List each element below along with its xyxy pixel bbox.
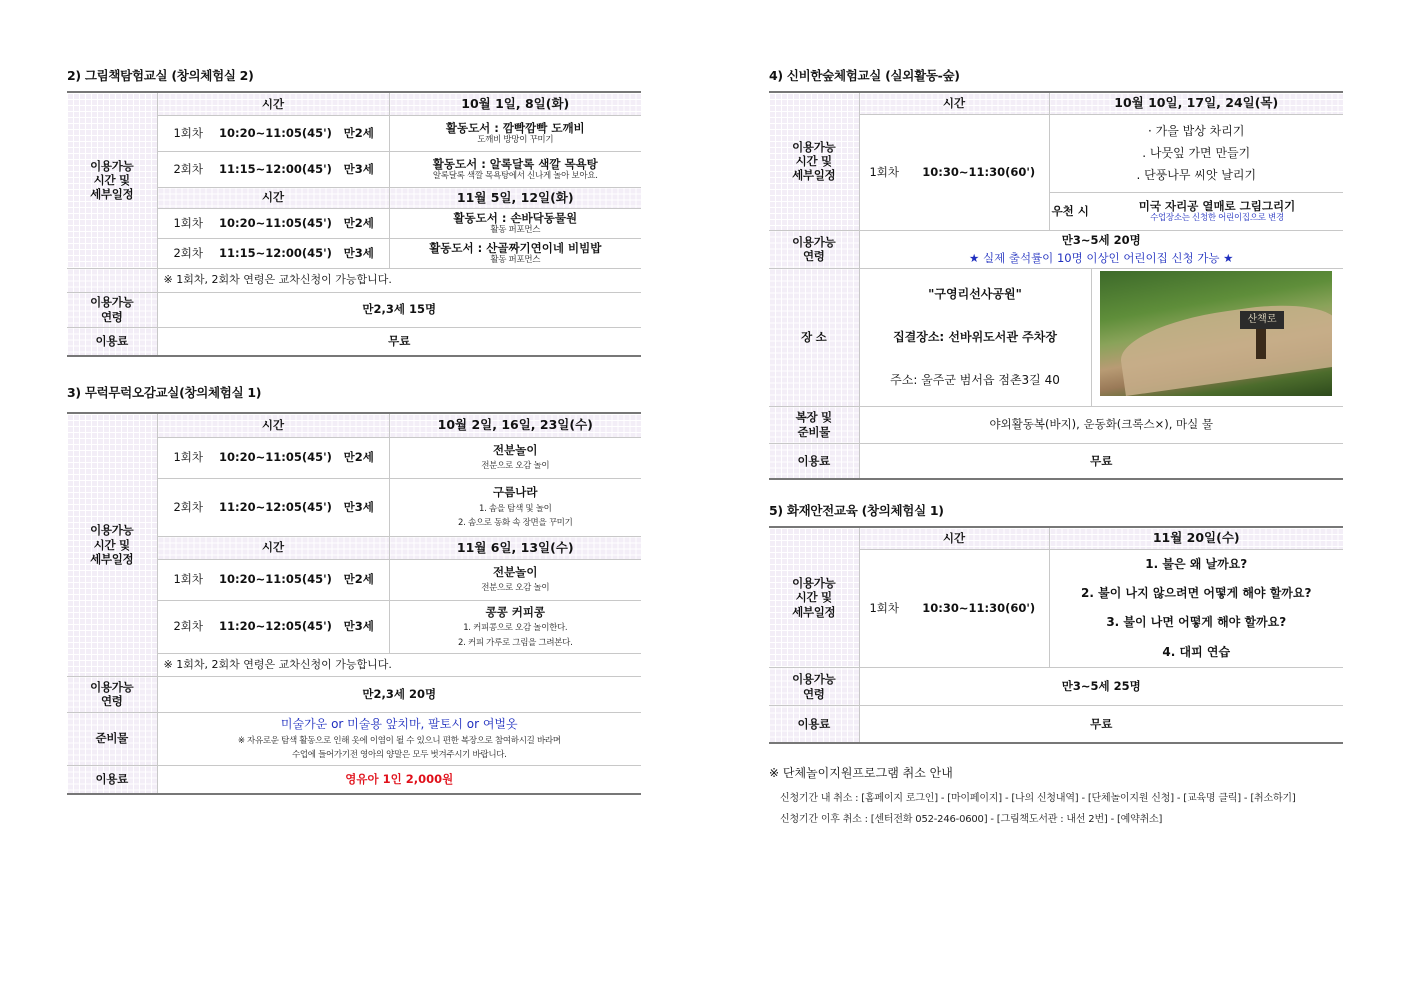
section5-table bbox=[769, 526, 1343, 744]
s2-r2-book: 활동도서 : 알록달록 색깔 목욕탕 bbox=[432, 156, 598, 171]
section3-title: 3) 무럭무럭오감교실(창의체험실 1) bbox=[67, 385, 262, 400]
s3-date1: 10월 2일, 16일, 23일(수) bbox=[389, 413, 641, 437]
s5-fee-label: 이용료 bbox=[769, 706, 859, 743]
s2-date1: 10월 1일, 8일(화) bbox=[389, 92, 641, 115]
s2-r4-desc: 활동 퍼포먼스 bbox=[490, 254, 541, 265]
s2-fee-value: 무료 bbox=[157, 327, 641, 356]
s3-r3-book: 전분놀이 bbox=[493, 565, 538, 579]
s3-prep-note2: 수업에 들어가기전 영아의 양말은 모두 벗겨주시기 바랍니다. bbox=[291, 749, 507, 760]
cancel-title: ※ 단체놀이지원프로그램 취소 안내 bbox=[769, 766, 953, 780]
s3-r4-desc1: 1. 커피콩으로 오감 놀이한다. bbox=[463, 623, 568, 634]
s4-place-name: "구영리선사공원" bbox=[928, 286, 1022, 301]
trail-sign: 산책로 bbox=[1240, 311, 1284, 329]
s3-r2-book: 구름나라 bbox=[493, 485, 538, 500]
s3-r1-round: 1회차 bbox=[157, 437, 219, 478]
s4-date: 10월 10일, 17일, 24일(목) bbox=[1049, 92, 1343, 114]
s3-age-value: 만2,3세 20명 bbox=[157, 676, 641, 712]
s5-age-label: 이용가능 연령 bbox=[769, 668, 859, 706]
s5-fee-value: 무료 bbox=[859, 706, 1343, 743]
s2-r1-time: 10:20~11:05(45') bbox=[219, 115, 329, 151]
s2-age-label: 이용가능 연령 bbox=[67, 292, 157, 327]
s4-activity-2: . 나뭇잎 가면 만들기 bbox=[1142, 145, 1251, 160]
s3-r1-book: 전분놀이 bbox=[493, 443, 538, 457]
s5-time: 10:30~11:30(60') bbox=[909, 549, 1049, 668]
s3-r4-time: 11:20~12:05(45') bbox=[219, 600, 329, 653]
section5-title: 5) 화재안전교육 (창의체험실 1) bbox=[769, 503, 944, 518]
s2-r3-time: 10:20~11:05(45') bbox=[219, 208, 329, 238]
s3-r2-desc2: 2. 솜으로 동화 속 장면을 꾸미기 bbox=[458, 518, 573, 529]
section4-title: 4) 신비한숲체험교실 (실외활동-숲) bbox=[769, 68, 960, 83]
s4-rain-note: 수업장소는 신청한 어린이집으로 변경 bbox=[1150, 212, 1284, 223]
s5-item-1: 1. 불은 왜 날까요? bbox=[1145, 556, 1248, 571]
s4-place-label: 장 소 bbox=[769, 268, 859, 406]
s2-r1-round: 1회차 bbox=[157, 115, 219, 151]
s5-round: 1회차 bbox=[859, 549, 909, 668]
s2-r4-age: 만3세 bbox=[329, 238, 389, 268]
s3-note: ※ 1회차, 2회차 연령은 교차신청이 가능합니다. bbox=[157, 653, 641, 676]
s4-age-value: 만3~5세 20명 bbox=[1061, 233, 1141, 248]
s3-prep-label: 준비물 bbox=[67, 712, 157, 765]
cancel-line-1: 신청기간 내 취소 : [홈페이지 로그인] - [마이페이지] - [나의 신청내역] - [단체놀이지원 신청] - [교육명 클릭] - [취소하기] bbox=[780, 793, 1296, 804]
s2-r3-desc: 활동 퍼포먼스 bbox=[490, 224, 541, 235]
s4-time-header: 시간 bbox=[859, 92, 1049, 114]
s4-address: 주소: 울주군 범서읍 점촌3길 40 bbox=[890, 372, 1060, 387]
s5-schedule-label: 이용가능 시간 및 세부일정 bbox=[769, 527, 859, 668]
s5-item-4: 4. 대피 연습 bbox=[1162, 644, 1231, 659]
s2-r2-time: 11:15~12:00(45') bbox=[219, 151, 329, 187]
s4-rain-label: 우천 시 bbox=[1049, 192, 1091, 230]
s3-prep-note1: ※ 자유로운 탐색 활동으로 인해 옷에 이염이 될 수 있으니 편한 복장으로 참여하시길 바라며 bbox=[237, 735, 561, 746]
s2-time-header2: 시간 bbox=[157, 187, 389, 208]
s2-r4-round: 2회차 bbox=[157, 238, 219, 268]
s2-r3-book: 활동도서 : 손바닥동물원 bbox=[453, 210, 578, 225]
s3-time-header: 시간 bbox=[157, 413, 389, 437]
s4-fee-label: 이용료 bbox=[769, 443, 859, 479]
s3-r3-round: 1회차 bbox=[157, 559, 219, 600]
s4-age-label: 이용가능 연령 bbox=[769, 230, 859, 268]
s4-meeting: 집결장소: 선바위도서관 주차장 bbox=[893, 329, 1057, 344]
s3-schedule-label: 이용가능 시간 및 세부일정 bbox=[67, 413, 157, 676]
s2-r1-age: 만2세 bbox=[329, 115, 389, 151]
s2-r2-round: 2회차 bbox=[157, 151, 219, 187]
s3-r2-time: 11:20~12:05(45') bbox=[219, 478, 329, 536]
s2-age-value: 만2,3세 15명 bbox=[157, 292, 641, 327]
s4-fee-value: 무료 bbox=[859, 443, 1343, 479]
s2-r2-age: 만3세 bbox=[329, 151, 389, 187]
s3-r4-round: 2회차 bbox=[157, 600, 219, 653]
s3-r4-desc2: 2. 커피 가루로 그림을 그려본다. bbox=[458, 637, 573, 648]
s3-r3-desc: 전분으로 오감 놀이 bbox=[481, 583, 550, 594]
s5-age-value: 만3~5세 25명 bbox=[859, 668, 1343, 706]
s3-r2-age: 만3세 bbox=[329, 478, 389, 536]
s3-r2-desc1: 1. 솜을 탐색 및 놀이 bbox=[479, 503, 552, 514]
s4-time: 10:30~11:30(60') bbox=[909, 114, 1049, 230]
s2-date2: 11월 5일, 12일(화) bbox=[389, 187, 641, 208]
s4-age-note: ★ 실제 출석률이 10명 이상인 어린이집 신청 가능 ★ bbox=[969, 250, 1234, 265]
s3-age-label: 이용가능 연령 bbox=[67, 676, 157, 712]
s2-note: ※ 1회차, 2회차 연령은 교차신청이 가능합니다. bbox=[157, 268, 641, 292]
s2-r1-book: 활동도서 : 깜빡깜빡 도깨비 bbox=[445, 120, 585, 135]
s3-date2: 11월 6일, 13일(수) bbox=[389, 536, 641, 559]
cancel-line-2: 신청기간 이후 취소 : [센터전화 052-246-0600] - [그림책도서관 : 내선 2번] - [예약취소] bbox=[780, 814, 1163, 825]
s2-fee-label: 이용료 bbox=[67, 327, 157, 356]
s5-item-3: 3. 불이 나면 어떻게 해야 할까요? bbox=[1106, 615, 1287, 630]
s3-r4-age: 만3세 bbox=[329, 600, 389, 653]
s3-r1-time: 10:20~11:05(45') bbox=[219, 437, 329, 478]
s5-item-2: 2. 불이 나지 않으려면 어떻게 해야 할까요? bbox=[1081, 585, 1312, 600]
section2-table bbox=[67, 91, 641, 357]
s3-fee-value: 영유아 1인 2,000원 bbox=[157, 765, 641, 794]
section3-table bbox=[67, 412, 641, 795]
s4-activity-1: · 가을 밥상 차리기 bbox=[1148, 123, 1245, 138]
s4-dress-label: 복장 및 준비물 bbox=[769, 406, 859, 443]
s2-r3-round: 1회차 bbox=[157, 208, 219, 238]
s2-r2-desc: 알록달록 색깔 목욕탕에서 신나게 놀아 보아요. bbox=[432, 170, 598, 181]
s2-r1-desc: 도깨비 방망이 꾸미기 bbox=[477, 134, 554, 145]
s2-r3-age: 만2세 bbox=[329, 208, 389, 238]
s3-r4-book: 콩콩 커피콩 bbox=[485, 604, 546, 619]
s2-r4-time: 11:15~12:00(45') bbox=[219, 238, 329, 268]
s3-prep-value: 미술가운 or 미술용 앞치마, 팔토시 or 여벌옷 bbox=[280, 716, 518, 731]
s3-r3-time: 10:20~11:05(45') bbox=[219, 559, 329, 600]
s5-date: 11월 20일(수) bbox=[1049, 527, 1343, 549]
s4-rain-value: 미국 자리공 열매로 그림그리기 bbox=[1138, 198, 1296, 213]
s3-r3-age: 만2세 bbox=[329, 559, 389, 600]
s2-r4-book: 활동도서 : 산골짜기연이네 비빔밥 bbox=[429, 240, 602, 255]
s2-schedule-label: 이용가능 시간 및 세부일정 bbox=[67, 92, 157, 268]
s3-r2-round: 2회차 bbox=[157, 478, 219, 536]
s2-time-header: 시간 bbox=[157, 92, 389, 115]
park-trail-photo bbox=[1100, 271, 1332, 396]
s5-time-header: 시간 bbox=[859, 527, 1049, 549]
s4-activity-3: . 단풍나무 씨앗 날리기 bbox=[1136, 168, 1257, 183]
s3-r1-age: 만2세 bbox=[329, 437, 389, 478]
s4-dress-value: 야외활동복(바지), 운동화(크록스×), 마실 물 bbox=[859, 406, 1343, 443]
s3-r1-desc: 전분으로 오감 놀이 bbox=[481, 461, 550, 472]
s4-round: 1회차 bbox=[859, 114, 909, 230]
s3-fee-label: 이용료 bbox=[67, 765, 157, 794]
s4-schedule-label: 이용가능 시간 및 세부일정 bbox=[769, 92, 859, 230]
section2-title: 2) 그림책탐험교실 (창의체험실 2) bbox=[67, 68, 254, 83]
s3-time-header2: 시간 bbox=[157, 536, 389, 559]
